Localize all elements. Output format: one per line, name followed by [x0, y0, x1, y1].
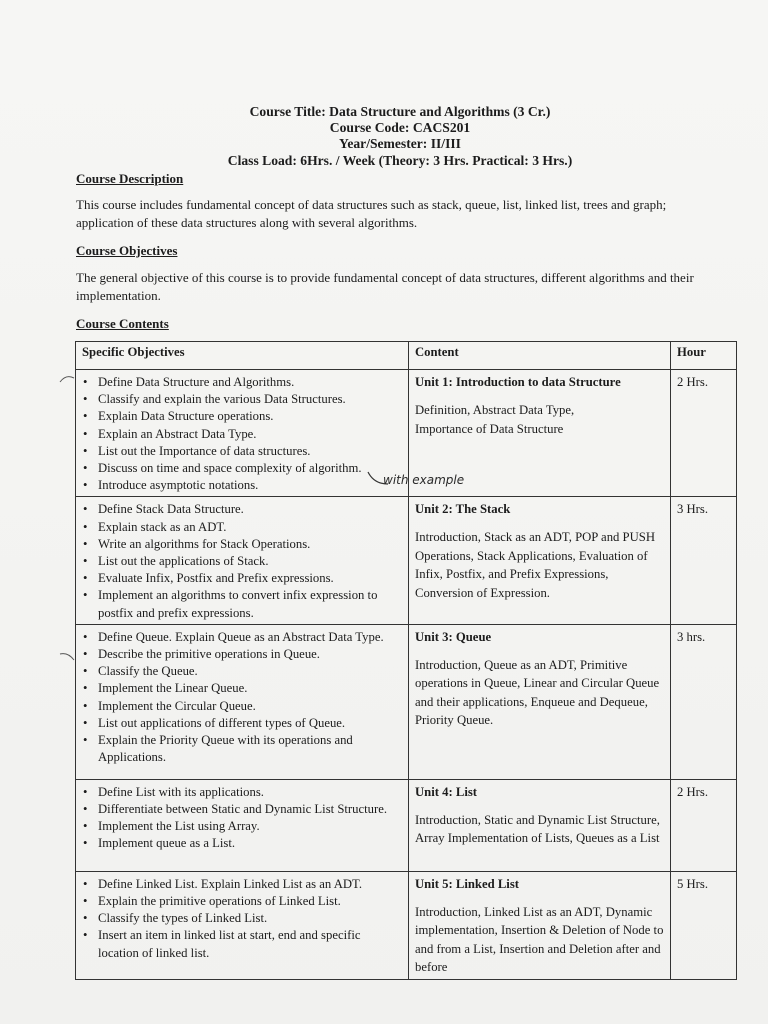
course-objectives-heading: Course Objectives [76, 243, 178, 258]
year-semester: Year/Semester: II/III [339, 136, 461, 152]
hour-cell: 3 Hrs. [671, 497, 737, 624]
list-item: • Explain an Abstract Data Type. [98, 426, 402, 443]
objectives-cell [76, 497, 409, 624]
course-title: Course Title: Data Structure and Algorithms (3 Cr.) [249, 104, 551, 119]
course-objectives-text: The general objective of this course is to provide fundamental concept of data structures, different algorithms and their implementation. [76, 270, 694, 303]
unit-title: Unit 2: The Stack [415, 502, 511, 517]
list-item: • Define Data Structure and Algorithms. [98, 374, 402, 391]
unit-content: Definition, Abstract Data Type, Importance of Data Structure [415, 403, 575, 436]
list-item: • Implement queue as a List. [98, 835, 402, 852]
unit-content: Introduction, Queue as an ADT, Primitive operations in Queue, Linear and Circular Queue and their applications, Enqueue and Dequeue, Priority Queue. [415, 657, 660, 728]
unit-title: Unit 1: Introduction to data Structure [415, 375, 621, 389]
unit-title: Unit 4: List [415, 784, 478, 799]
unit-content: Introduction, Stack as an ADT, POP and PUSH Operations, Stack Applications, Evaluation of Infix, Postfix, and Prefix Expressions, Conversion of Expression. [415, 530, 655, 600]
table-row [76, 624, 737, 779]
table-row [76, 779, 737, 871]
course-description-heading: Course Description [76, 171, 184, 186]
list-item: • Classify and explain the various Data Structures. [98, 391, 402, 408]
class-load: Class Load: 6Hrs. / Week (Theory: 3 Hrs. Practical: 3 Hrs.) [227, 152, 573, 168]
list-item: • Insert an item in linked list at start, end and specific location of linked list. [98, 927, 402, 961]
list-item: • Explain the Priority Queue with its operations and Applications. [98, 732, 402, 766]
list-item: • List out the Importance of data structures. [98, 443, 402, 460]
list-item: • Implement the Linear Queue. [98, 680, 402, 697]
table-header-row [76, 342, 737, 370]
hour-cell: 5 Hrs. [671, 871, 737, 979]
objectives-cell [76, 779, 409, 871]
list-item: • Write an algorithms for Stack Operations. [98, 536, 402, 553]
unit-title: Unit 5: Linked List [415, 876, 519, 891]
objectives-cell [76, 624, 409, 779]
table-row [76, 497, 737, 624]
column-header-content: Content [409, 342, 671, 370]
unit-content: Introduction, Linked List as an ADT, Dynamic implementation, Insertion & Deletion of Node to and from a List, Insertion and Deletion after and before [415, 904, 664, 975]
content-cell [409, 497, 671, 624]
course-header [150, 104, 650, 169]
column-header-hour: Hour [671, 342, 737, 370]
hour-cell: 2 Hrs. [671, 779, 737, 871]
table-row [76, 871, 737, 979]
hour-cell: 2 Hrs. [671, 370, 737, 497]
list-item: • Implement an algorithms to convert infix expression to postfix and prefix expressions. [98, 587, 402, 621]
content-cell [409, 624, 671, 779]
objectives-cell [76, 370, 409, 497]
content-cell [409, 871, 671, 979]
list-item: • Explain Data Structure operations. [98, 408, 402, 425]
list-item: • Implement the List using Array. [98, 818, 402, 835]
list-item: • Evaluate Infix, Postfix and Prefix expressions. [98, 570, 402, 587]
hour-cell: 3 hrs. [671, 624, 737, 779]
list-item: • Classify the Queue. [98, 663, 402, 680]
course-contents-table [75, 341, 737, 980]
course-description-text: This course includes fundamental concept of data structures such as stack, queue, list, linked list, trees and graph; application of these data structures along with several algorithms. [76, 197, 667, 230]
objectives-cell [76, 871, 409, 979]
column-header-objectives: Specific Objectives [76, 342, 409, 370]
list-item: • Explain stack as an ADT. [98, 519, 402, 536]
unit-content: Introduction, Static and Dynamic List Structure, Array Implementation of Lists, Queues as a List [415, 812, 660, 846]
list-item: • Explain the primitive operations of Linked List. [98, 893, 402, 910]
margin-tick-icon [58, 372, 78, 386]
list-item: • Discuss on time and space complexity of algorithm. [98, 460, 402, 477]
margin-tick-icon [58, 650, 78, 664]
list-item: • Define Stack Data Structure. [98, 501, 402, 518]
list-item: • Differentiate between Static and Dynamic List Structure. [98, 801, 402, 818]
list-item: • Define List with its applications. [98, 784, 402, 801]
list-item: • Describe the primitive operations in Queue. [98, 646, 402, 663]
list-item: • Introduce asymptotic notations. [98, 477, 402, 494]
list-item: • Define Queue. Explain Queue as an Abstract Data Type. [98, 629, 402, 646]
handwritten-note: with example [383, 473, 465, 487]
list-item: • List out applications of different types of Queue. [98, 715, 402, 732]
list-item: • Classify the types of Linked List. [98, 910, 402, 927]
list-item: • Define Linked List. Explain Linked List as an ADT. [98, 876, 402, 893]
course-contents-heading: Course Contents [76, 316, 169, 331]
list-item: • Implement the Circular Queue. [98, 698, 402, 715]
content-cell [409, 779, 671, 871]
list-item: • List out the applications of Stack. [98, 553, 402, 570]
unit-title: Unit 3: Queue [415, 629, 492, 644]
course-code: Course Code: CACS201 [329, 120, 471, 136]
